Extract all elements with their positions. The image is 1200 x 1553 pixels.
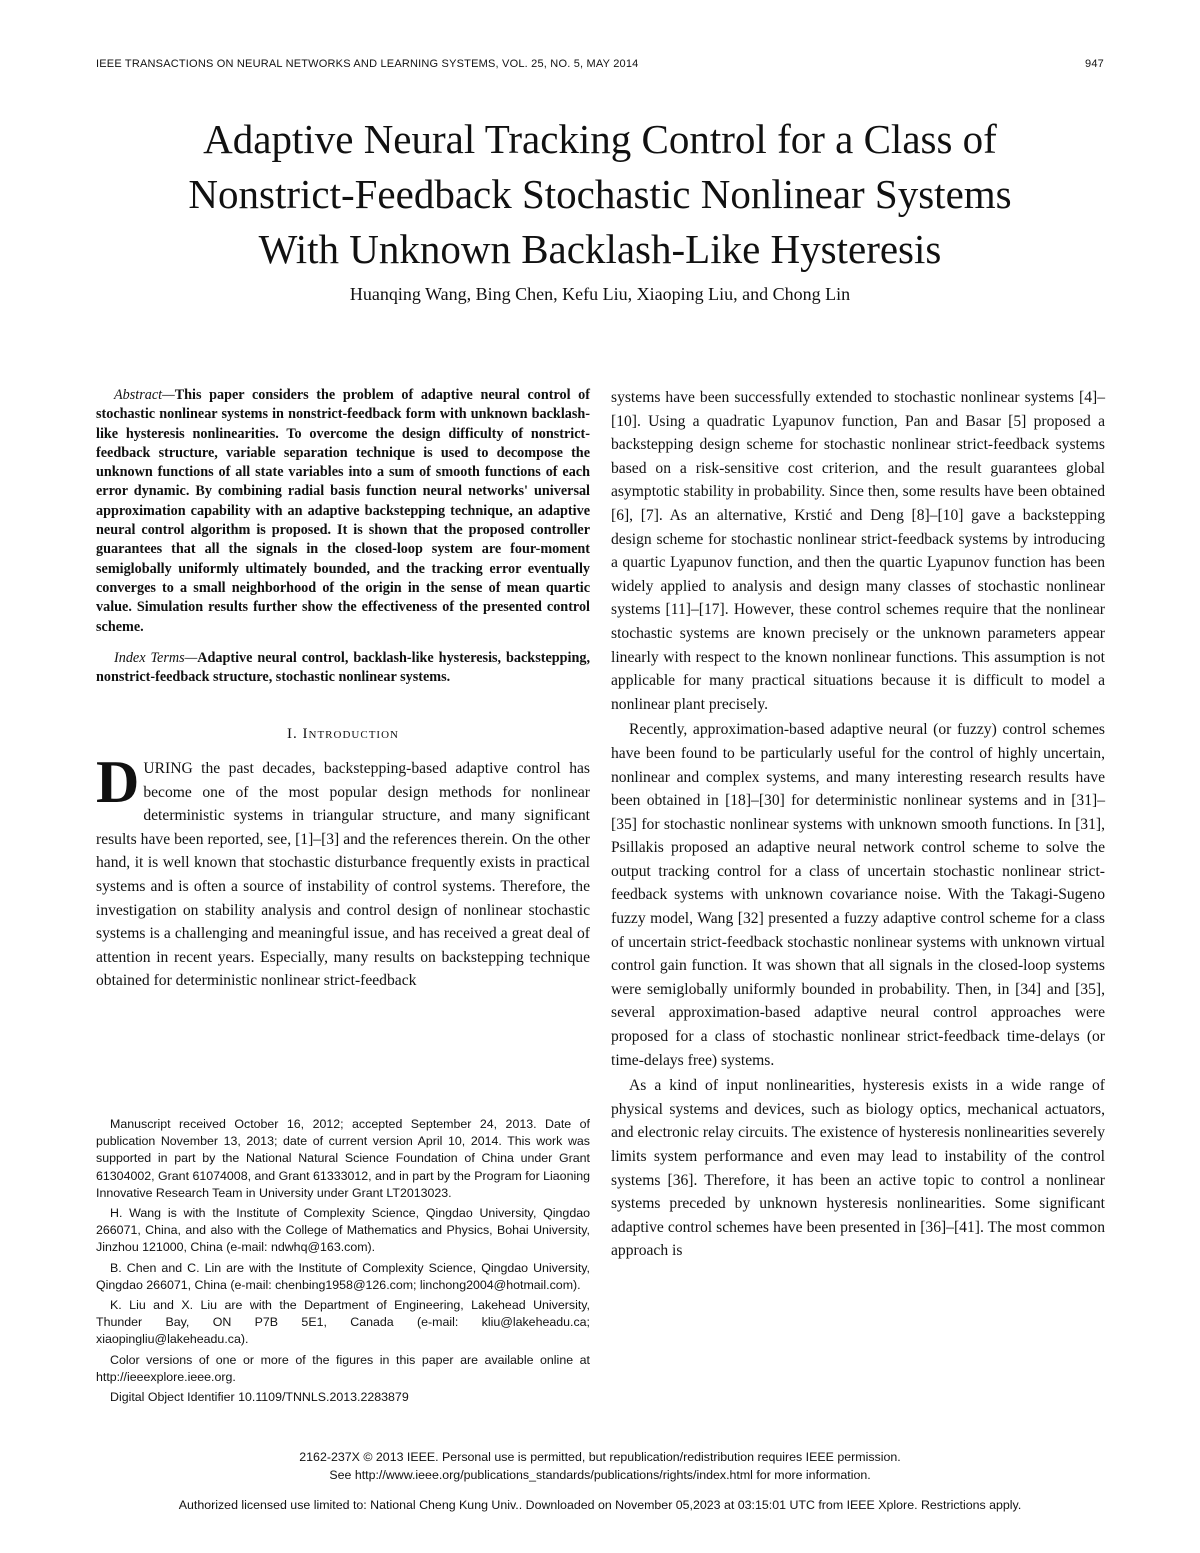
- journal-header: IEEE TRANSACTIONS ON NEURAL NETWORKS AND LEARNING SYSTEMS, VOL. 25, NO. 5, MAY 2014: [96, 58, 639, 70]
- index-terms-lead: Index Terms—: [114, 649, 198, 666]
- page-number: 947: [1085, 58, 1104, 70]
- title-line-1: Adaptive Neural Tracking Control for a Class of: [203, 116, 997, 162]
- right-column: [611, 386, 1105, 1263]
- left-column: [96, 386, 590, 993]
- copyright-line-2: See http://www.ieee.org/publications_standards/publications/rights/index.html for more information.: [329, 1468, 871, 1482]
- paper-title: [60, 112, 1140, 277]
- running-head: [96, 58, 1104, 70]
- copyright-notice: [60, 1448, 1140, 1484]
- index-terms-text: Adaptive neural control, backlash-like hysteresis, backstepping, nonstrict-feedback structure, stochastic nonlinear systems.: [96, 649, 590, 686]
- footnote-author-liu: K. Liu and X. Liu are with the Department of Engineering, Lakehead University, Thunder Bay, ON P7B 5E1, Canada (e-mail: kliu@lakeheadu.ca; xiaopingliu@lakeheadu.ca).: [96, 1298, 590, 1347]
- footnote-author-chen-lin: B. Chen and C. Lin are with the Institute of Complexity Science, Qingdao University, Qingdao 266071, China (e-mail: chenbing1958@126.com; linchong2004@hotmail.com).: [96, 1260, 590, 1292]
- author-list: Huanqing Wang, Bing Chen, Kefu Liu, Xiaoping Liu, and Chong Lin: [349, 284, 851, 304]
- right-paragraph-1: systems have been successfully extended to stochastic nonlinear systems [4]–[10]. Using a quadratic Lyapunov function, Pan and Basar [5] proposed a backstepping design scheme for stochastic nonlinear strict-feedback systems based on a risk-sensitive cost criterion, and the result guarantees global asymptotic stability in probability. Since then, some results have been obtained [6], [7]. As an alternative, Krstić and Deng [8]–[10] gave a backstepping design scheme for stochastic nonlinear strict-feedback systems by introducing a quartic Lyapunov function, and then the quartic Lyapunov function has been widely applied to analysis and design many classes of stochastic nonlinear systems [11]–[17]. However, these control schemes require that the nonlinear stochastic systems are known precisely or the unknown parameters appear linearly with respect to the known nonlinear functions. This assumption is not applicable for many practical situations because it is difficult to model a nonlinear plant precisely.: [611, 389, 1105, 713]
- footnote-author-wang: H. Wang is with the Institute of Complexity Science, Qingdao University, Qingdao 266071, China, and also with the College of Mathematics and Physics, Bohai University, Jinzhou 121000, China (e-mail: ndwhq@163.com).: [96, 1206, 590, 1255]
- title-line-2: Nonstrict-Feedback Stochastic Nonlinear Systems: [188, 171, 1012, 217]
- abstract: [96, 386, 590, 637]
- intro-paragraph-1: [96, 749, 590, 993]
- section-heading-introduction: I. Introduction: [287, 726, 399, 743]
- footnote-doi: Digital Object Identifier 10.1109/TNNLS.2013.2283879: [110, 1390, 409, 1405]
- right-paragraph-3: As a kind of input nonlinearities, hysteresis exists in a wide range of physical systems and devices, such as biology optics, mechanical actuators, and electronic relay circuits. The existence of hysteresis nonlinearities severely limits system performance and even may lead to instability of the control systems [36]. Therefore, it has been an active topic to control a nonlinear systems preceded by unknown hysteresis nonlinearities. Some significant adaptive control schemes have been presented in [36]–[41]. The most common approach is: [611, 1077, 1105, 1260]
- right-paragraph-2: Recently, approximation-based adaptive neural (or fuzzy) control schemes have been found to be particularly useful for the control of highly uncertain, nonlinear and complex systems, and many interesting research results have been obtained in [18]–[30] for deterministic nonlinear systems and in [31]–[35] for stochastic nonlinear systems with unknown smooth functions. In [31], Psillakis proposed an adaptive neural network control scheme to solve the output tracking control for a class of uncertain stochastic nonlinear strict-feedback systems with unknown covariance noise. With the Takagi-Sugeno fuzzy model, Wang [32] presented a fuzzy adaptive control scheme for a class of uncertain strict-feedback stochastic nonlinear systems with unknown virtual control gain function. It was shown that all signals in the closed-loop systems were semiglobally uniformly bounded in probability. Then, in [34] and [35], several approximation-based adaptive neural control approaches were proposed for a class of stochastic nonlinear strict-feedback time-delays (or time-delays free) systems.: [611, 721, 1105, 1069]
- index-terms: [96, 649, 590, 688]
- footnotes: [96, 1116, 590, 1409]
- copyright-line-1: 2162-237X © 2013 IEEE. Personal use is permitted, but republication/redistribution requires IEEE permission.: [299, 1450, 901, 1464]
- title-line-3: With Unknown Backlash-Like Hysteresis: [258, 226, 942, 272]
- intro-paragraph-1-text: URING the past decades, backstepping-based adaptive control has become one of the most popular design methods for nonlinear deterministic systems in triangular structure, and many significant results have been reported, see, [1]–[3] and the references therein. On the other hand, it is well known that stochastic disturbance frequently exists in practical systems and is often a source of instability of control systems. Therefore, the investigation on stability analysis and control design of nonlinear stochastic systems is a challenging and meaningful issue, and has received a great deal of attention in recent years. Especially, many results on backstepping technique obtained for deterministic nonlinear strict-feedback: [96, 760, 590, 990]
- authorized-use-notice: Authorized licensed use limited to: National Cheng Kung Univ.. Downloaded on November 05,2023 at 03:15:01 UTC from IEEE Xplore. Restrictions apply.: [178, 1498, 1022, 1512]
- abstract-text: This paper considers the problem of adaptive neural control of stochastic nonlinear systems in nonstrict-feedback form with unknown backlash-like hysteresis nonlinearities. To overcome the design difficulty of nonstrict-feedback structure, variable separation technique is used to decompose the unknown functions of all state variables into a sum of smooth functions of each error dynamic. By combining radial basis function neural networks' universal approximation capability with an adaptive backstepping technique, an adaptive neural control algorithm is proposed. It is shown that the proposed controller guarantees that all the signals in the closed-loop system are four-moment semiglobally uniformly ultimately bounded, and the tracking error eventually converges to a small neighborhood of the origin in the sense of mean quartic value. Simulation results further show the effectiveness of the presented control scheme.: [96, 387, 590, 635]
- footnote-manuscript: Manuscript received October 16, 2012; accepted September 24, 2013. Date of publication November 13, 2013; date of current version April 10, 2014. This work was supported in part by the National Natural Science Foundation of China under Grant 61304002, Grant 61074008, and Grant 61333012, and in part by the Program for Liaoning Innovative Research Team in University under Grant LT2013023.: [96, 1117, 590, 1200]
- footnote-color-versions: Color versions of one or more of the figures in this paper are available online at http://ieeexplore.ieee.org.: [96, 1352, 590, 1384]
- drop-cap: D: [96, 749, 140, 816]
- abstract-lead: Abstract—: [114, 387, 175, 403]
